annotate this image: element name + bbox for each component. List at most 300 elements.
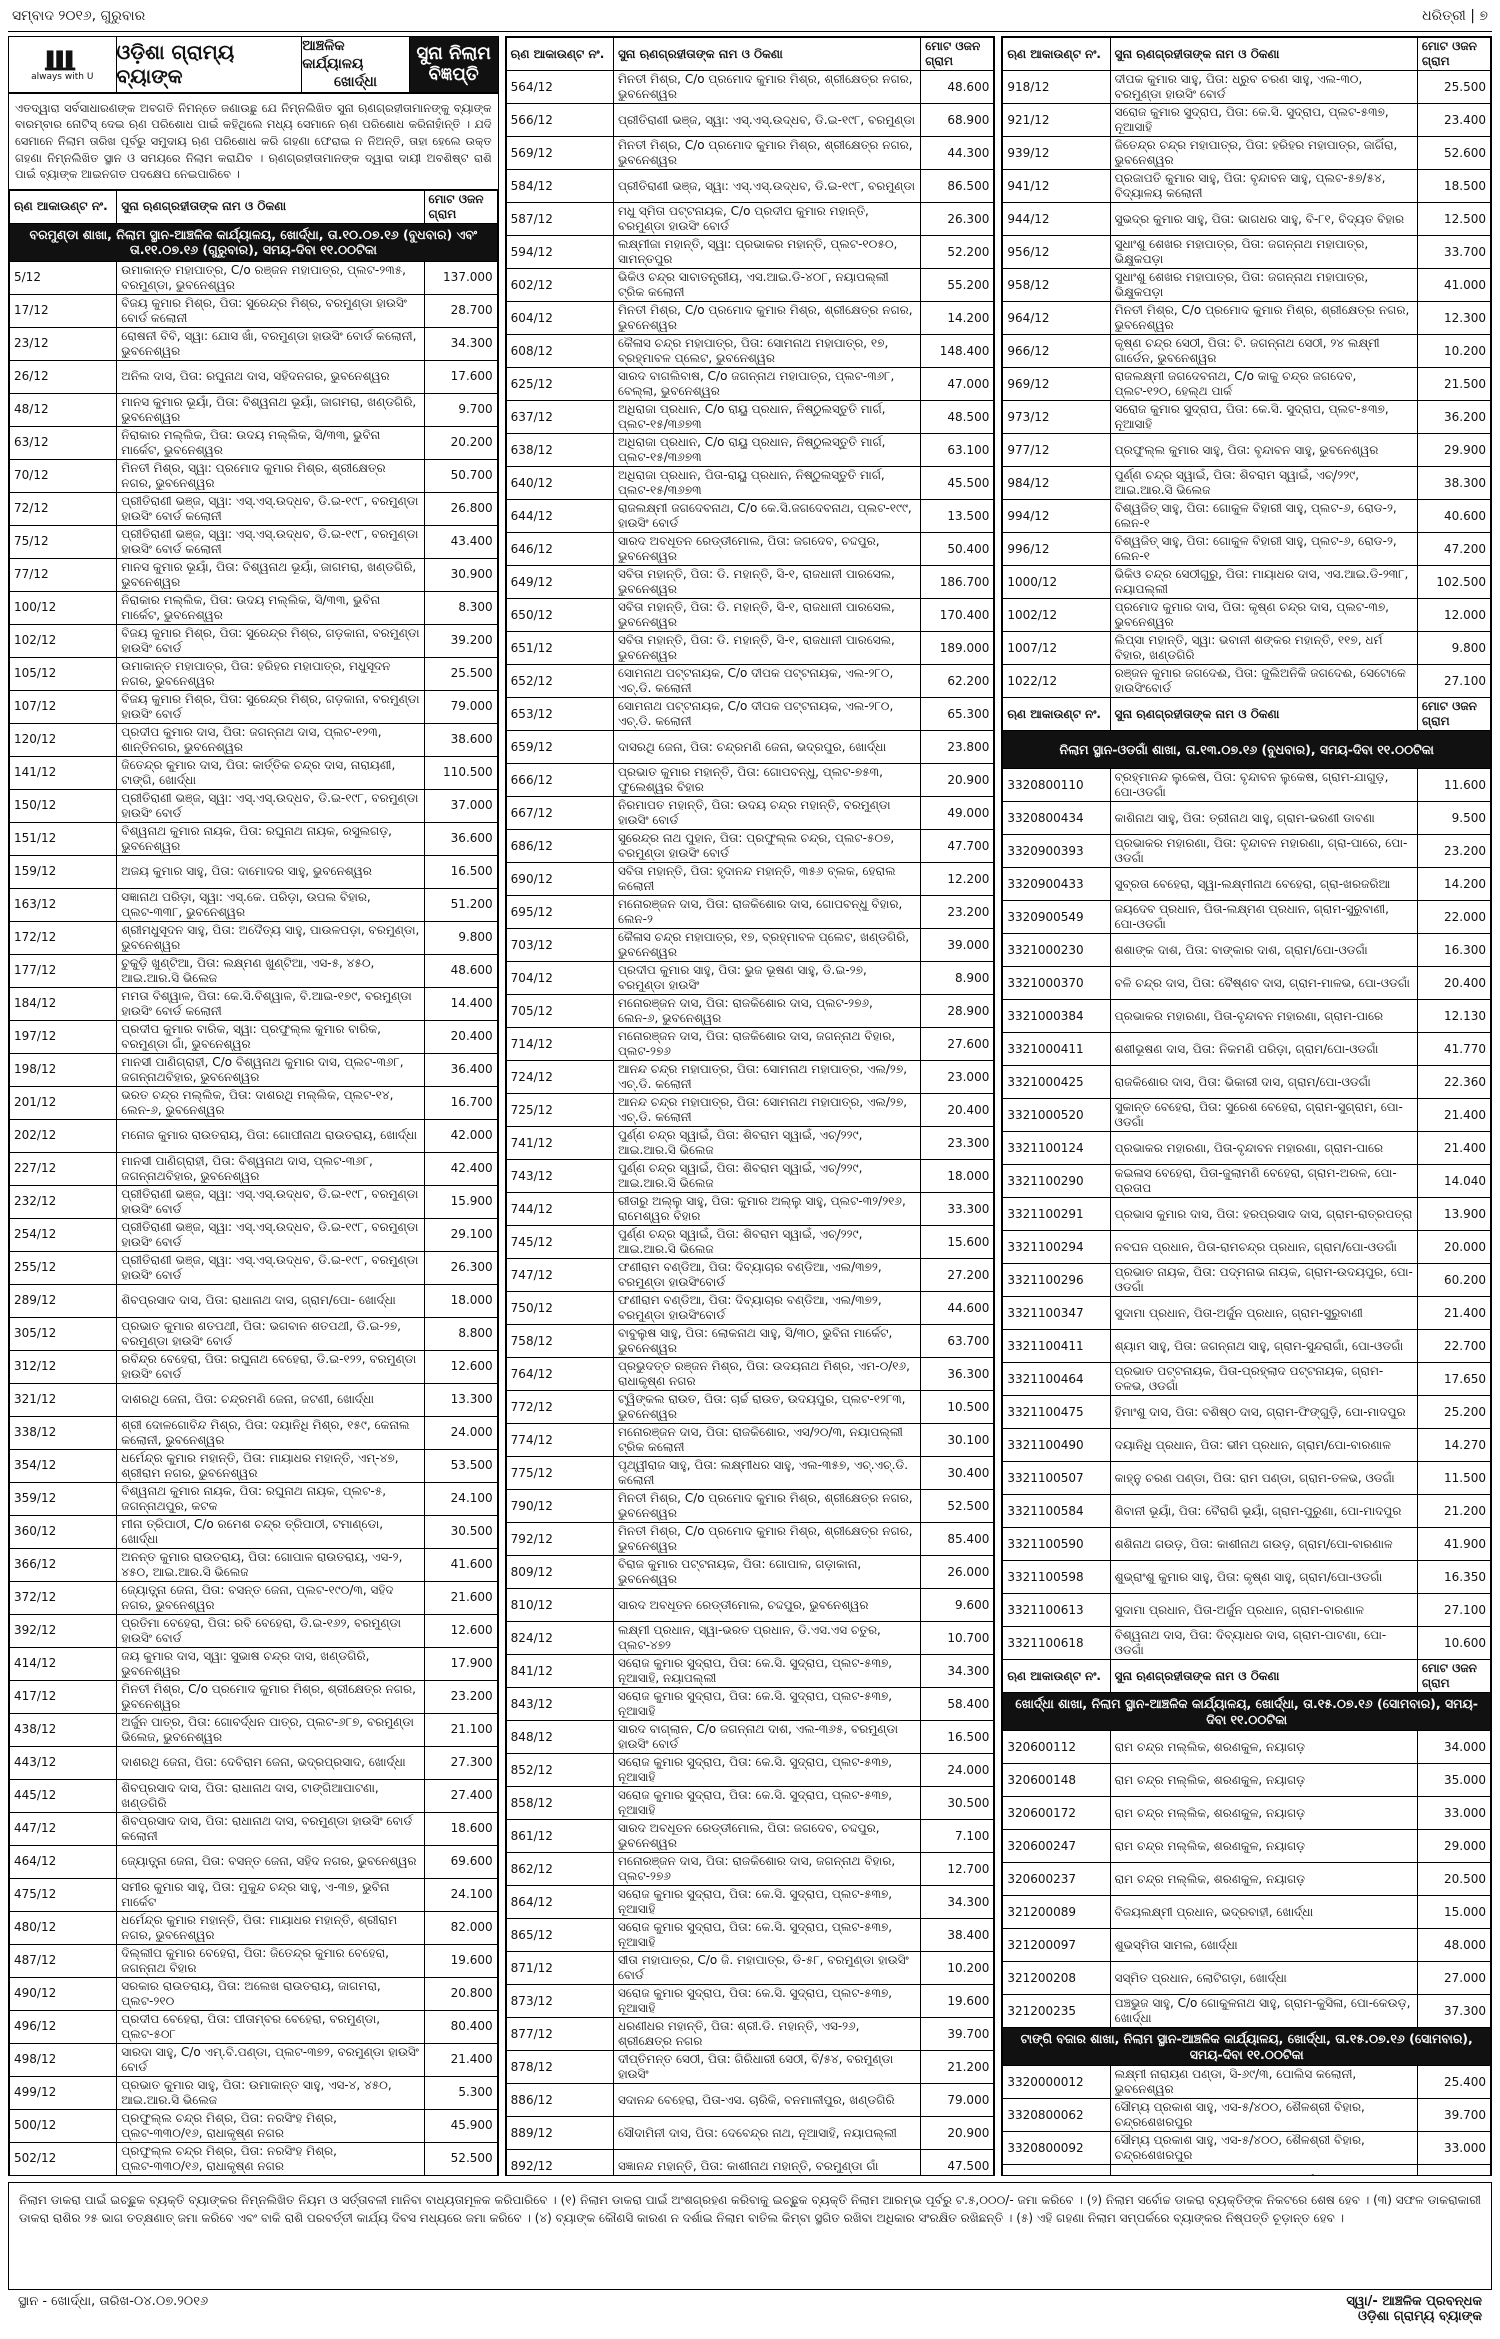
account-number: 321200208 [1003, 1962, 1110, 1995]
gold-weight: 14.400 [424, 987, 497, 1020]
gold-weight: 9.600 [921, 1589, 994, 1622]
borrower-name-address: ଆନନ୍ଦ ଚନ୍ଦ୍ର ମହାପାତ୍ର, ପିତା: ସୋମନାଥ ମହାପାତ୍ର, ଏଲ/୨୭, ଏଚ୍.ଡି. କଲୋନୀ [613, 1094, 920, 1127]
borrower-name-address: ରାଜଲକ୍ଷ୍ମୀ ଜଗଦେବନାଥ, C/o କାକୁ ଚନ୍ଦ୍ର ଜଗଦେବ, ପ୍ଲଟ-୧୨୦, ହେଲ୍ଥ ପାର୍କ [1110, 368, 1417, 401]
table-row [1003, 1561, 1491, 1594]
table-row [506, 1424, 994, 1457]
borrower-name-address: ମମତା ବିଶ୍ୱାଳ, ପିତା: କେ.ସି.ବିଶ୍ୱାଳ, ବି.ଆଇ-୧୭୯, ବରମୁଣ୍ଡା ହାଉସିଂ ବୋର୍ଡ କଲୋନୀ [117, 987, 424, 1020]
borrower-name-address: ପ୍ରଭାତ ନାୟକ, ପିତା: ପଦ୍ମନାଭ ନାୟକ, ଗ୍ରାମ-ଉଦୟପୁର, ପୋ-ଓଡଗାଁ [1110, 1264, 1417, 1297]
account-number: 758/12 [506, 1325, 613, 1358]
table-row [506, 467, 994, 500]
table-row [10, 657, 498, 690]
account-number: 644/12 [506, 500, 613, 533]
account-number: 3321100490 [1003, 1429, 1110, 1462]
table-row [10, 1185, 498, 1218]
borrower-name-address: ପ୍ରୀତିରାଣୀ ଭଞ୍ଜ, ସ୍ୱା: ଏସ୍.ଏସ୍.ଉଦ୍ଧବ, ଡି.ଇ-୧୯୮, ବରମୁଣ୍ଡା ହାଉସିଂ ବୋର୍ଡ [117, 1251, 424, 1284]
account-number: 725/12 [506, 1094, 613, 1127]
account-number: 360/12 [10, 1515, 117, 1548]
account-number: 305/12 [10, 1317, 117, 1350]
account-number: 745/12 [506, 1226, 613, 1259]
borrower-name-address: ରାମ ଚନ୍ଦ୍ର ମଲ୍ଲିକ, ଶରଣକୁଳ, ନୟାଗଡ଼ [1110, 1797, 1417, 1830]
gold-weight: 60.200 [1417, 1264, 1490, 1297]
gold-weight: 8.300 [424, 591, 497, 624]
borrower-name-address: ଜ୍ୟୋତ୍ସ୍ନା ଜେନା, ପିତା: ବସନ୍ତ ଜେନା, ପ୍ଲଟ-୧୯୦/୩, ସହିଦ ନଗର, ଭୁବନେଶ୍ୱର [117, 1581, 424, 1614]
table-row [10, 1977, 498, 2010]
account-number: 3321100590 [1003, 1528, 1110, 1561]
table-row [10, 987, 498, 1020]
page-number: ଧରିତ୍ରୀ | ୭ [1422, 8, 1488, 24]
account-number: 3321000384 [1003, 1000, 1110, 1033]
borrower-name-address: ଜ୍ୟୋତ୍ସ୍ନା ଜେନା, ପିତା: ବସନ୍ତ ଜେନା, ସହିଦ ନଗର, ଭୁବନେଶ୍ୱର [117, 1845, 424, 1878]
borrower-name-address: ବିଶ୍ୱଜିତ୍ ସାହୁ, ପିତା: ଗୋକୁଳ ବିହାରୀ ସାହୁ, ପ୍ଲଟ-୬, ରୋଡ-୨, ଲେନ-୧ [1110, 500, 1417, 533]
gold-weight: 35.000 [1417, 1764, 1490, 1797]
account-number: 714/12 [506, 1028, 613, 1061]
table-row [10, 1515, 498, 1548]
borrower-name-address: ସାରଦ ଅବଧୂତନ ରେଡ୍ଡୀମୋଲ, ଚଦ୍ଦପୁର, ଭୁବନେଶ୍ୱର [613, 1589, 920, 1622]
borrower-name-address: ରାଜକିଶୋର ଦାସ, ପିତା: ଭିକାରୀ ଦାସ, ଗ୍ରାମ/ପୋ-ଓଡଗାଁ [1110, 1066, 1417, 1099]
account-number: 977/12 [1003, 434, 1110, 467]
table-row [1003, 1363, 1491, 1396]
borrower-name-address: ନବଘନ ପ୍ରଧାନ, ପିତା-ରାମଚନ୍ଦ୍ର ପ୍ରଧାନ, ଗ୍ରାମ/ପୋ-ଓଡଗାଁ [1110, 1231, 1417, 1264]
borrower-name-address: ସାରଦ ବାଗ୍ଲାନ, C/o ଜଗନ୍ନାଥ ଦାଶ, ଏଲ-୩୬୫, ବରମୁଣ୍ଡା ହାଉସିଂ ବୋର୍ଡ [613, 1721, 920, 1754]
gold-weight: 50.400 [921, 533, 994, 566]
account-number: 464/12 [10, 1845, 117, 1878]
gold-weight: 14.200 [921, 302, 994, 335]
header-account: ଋଣ ଆକାଉଣ୍ଟ ନଂ. [1003, 1660, 1110, 1693]
borrower-name-address: ବିଜୟ କୁମାର ମିଶ୍ର, ପିତା: ସୁରେନ୍ଦ୍ର ମିଶ୍ର, ଗଡ଼କାନା, ବରମୁଣ୍ଡା ହାଉସିଂ ବୋର୍ଡ [117, 690, 424, 723]
borrower-name-address: ପ୍ରତିମା ବେହେରା, ପିତା: ରବି ବେହେରା, ଡି.ଇ-୧୬୨, ବରମୁଣ୍ଡା ହାଉସିଂ ବୋର୍ଡ [117, 1614, 424, 1647]
table-row [506, 104, 994, 137]
table-row [1003, 269, 1491, 302]
borrower-name-address: ବିଜୟ କୁମାର ମିଶ୍ର, ପିତା: ସୁରେନ୍ଦ୍ର ମିଶ୍ର, ବରମୁଣ୍ଡା ହାଉସିଂ ବୋର୍ଡ କଲୋନୀ [117, 294, 424, 327]
table-header [506, 38, 994, 71]
gold-weight: 23.400 [1417, 104, 1490, 137]
table-row [10, 1944, 498, 1977]
header-weight: ମୋଟ ଓଜନ ଗ୍ରାମ [1417, 698, 1490, 731]
place-date: ସ୍ଥାନ - ଖୋର୍ଦ୍ଧା, ତାରିଖ-୦୪.୦୭.୨୦୧୬ [18, 2294, 209, 2309]
table-row [1003, 1396, 1491, 1429]
borrower-name-address: ସବିତା ମହାନ୍ତି, ପିତା: ହୃଦାନନ୍ଦ ମହାନ୍ତି, ୩୫୬ ବ୍ଲକ, ହେରାଲ କଲୋନୀ [613, 863, 920, 896]
section-heading [1003, 1693, 1491, 1731]
account-number: 873/12 [506, 1985, 613, 2018]
account-number: 320600148 [1003, 1764, 1110, 1797]
section-heading [1003, 2028, 1491, 2066]
account-number: 102/12 [10, 624, 117, 657]
borrower-name-address: ସାରଦ ଅବଧୂତନ ରେଡ୍ଡୀମୋଲ, ପିତା: ଜଗଦେବ, ଚଦ୍ଦପୁର, ଭୁବନେଶ୍ୱର [613, 1820, 920, 1853]
account-number: 499/12 [10, 2076, 117, 2109]
borrower-name-address: ପଞ୍ଚଭୁଜ ସାହୁ, C/o ଗୋକୁଳନାଥ ସାହୁ, ଗ୍ରାମ-କୁସିଳା, ପୋ-କେଉଡ଼, ଖୋର୍ଦ୍ଧା [1110, 1995, 1417, 2028]
borrower-name-address: ପ୍ରଦୀପ ବେହେରା, ପିତା: ପୀତାମ୍ବର ବେହେରା, ବରମୁଣ୍ଡା, ପ୍ଲଟ-୫୦୮ [117, 2010, 424, 2043]
table-row [10, 954, 498, 987]
account-number: 810/12 [506, 1589, 613, 1622]
borrower-name-address: ସୁଧାଂଶୁ ଶେଖର ମହାପାତ୍ର, ପିତା: ଜଗନ୍ନାଥ ମହାପାତ୍ର, ଭିକ୍ଷୁକପଡ଼ା [1110, 236, 1417, 269]
table-header [1003, 38, 1491, 71]
account-number: 587/12 [506, 203, 613, 236]
table-row [1003, 934, 1491, 967]
table-row [1003, 401, 1491, 434]
gold-weight: 14.200 [1417, 868, 1490, 901]
table-row [10, 558, 498, 591]
account-number: 3320800092 [1003, 2132, 1110, 2165]
table-row [10, 1680, 498, 1713]
borrower-name-address: ଶଶିନାଥ ଗଉଡ଼, ପିତା: କାଶୀନାଥ ଗଉଡ଼, ଗ୍ରାମ/ପୋ-ବାରଣାଳ [1110, 1528, 1417, 1561]
table-row [1003, 170, 1491, 203]
account-number: 764/12 [506, 1358, 613, 1391]
borrower-name-address: ଦାଶରଥି ଜେନା, ପିତା: ଦେବିରାମ ଜେନା, ଭଦ୍ରପ୍ରସାଦ, ଖୋର୍ଦ୍ଧା [117, 1746, 424, 1779]
auction-table-3 [1002, 37, 1491, 2176]
borrower-name-address: ବାବୁଲୁଷ ସାହୁ, ପିତା: ଲୋକନାଥ ସାହୁ, ସି/୩୦, ଭୁବିନା ମାର୍କେଟ, ଭୁବନେଶ୍ୱର [613, 1325, 920, 1358]
account-number: 750/12 [506, 1292, 613, 1325]
table-row [506, 599, 994, 632]
borrower-name-address: ମିନତୀ ମିଶ୍ର, C/o ପ୍ରମୋଦ କୁମାର ମିଶ୍ର, ଶ୍ରୀକ୍ଷେତ୍ର ନଗର, ଭୁବନେଶ୍ୱର [613, 1490, 920, 1523]
section-odagaon: ନିଲାମ ସ୍ଥାନ-ଓଡଗାଁ ଶାଖା, ତା.୧୩.୦୭.୧୬ (ବୁଧବାର), ସମୟ-ଦିବା ୧୧.୦୦ଟିକା [1003, 731, 1491, 769]
column-1 [8, 36, 499, 2176]
account-number: 159/12 [10, 855, 117, 888]
account-number: 564/12 [506, 71, 613, 104]
table-row [506, 500, 994, 533]
table-row [1003, 1000, 1491, 1033]
account-number: 338/12 [10, 1416, 117, 1449]
gold-weight: 44.300 [921, 137, 994, 170]
borrower-name-address: ମିନତୀ ମିଶ୍ର, ସ୍ୱା: ପ୍ରମୋଦ କୁମାର ମିଶ୍ର, ଶ୍ରୀକ୍ଷେତ୍ର ନଗର, ଭୁବନେଶ୍ୱର [117, 459, 424, 492]
table-row [10, 723, 498, 756]
account-number: 984/12 [1003, 467, 1110, 500]
gold-weight: 27.400 [424, 1779, 497, 1812]
gold-weight: 34.000 [1417, 1731, 1490, 1764]
gold-weight: 18.000 [424, 1284, 497, 1317]
borrower-name-address: ପ୍ରୀତିରାଣୀ ଭଞ୍ଜ, ସ୍ୱା: ଏସ୍.ଏସ୍.ଉଦ୍ଧବ, ଡି.ଇ-୧୯୮, ବରମୁଣ୍ଡା [613, 104, 920, 137]
gold-weight: 11.600 [1417, 769, 1490, 802]
gold-weight: 10.700 [921, 1622, 994, 1655]
account-number: 490/12 [10, 1977, 117, 2010]
gold-weight: 24.000 [921, 1754, 994, 1787]
borrower-name-address: ପ୍ରଫୁଲ୍ଲ ଚନ୍ଦ୍ର ମିଶ୍ର, ପିତା: ନରସିଂହ ମିଶ୍ର, ପ୍ଲଟ-୩୩୦/୧୬, ରାଧାକୃଷ୍ଣ ନଗର [117, 2142, 424, 2175]
borrower-name-address: ଶ୍ୟାମ ସାହୁ, ପିତା: ଜଗନ୍ନାଥ ସାହୁ, ଗ୍ରାମ-ସୁନ୍ଦରାଗାଁ, ପୋ-ଓଡଗାଁ [1110, 1330, 1417, 1363]
table-row [1003, 1797, 1491, 1830]
table-row [506, 434, 994, 467]
table-row [1003, 302, 1491, 335]
gold-weight: 189.000 [921, 632, 994, 665]
table-row [1003, 1132, 1491, 1165]
table-row [10, 1911, 498, 1944]
account-number: 741/12 [506, 1127, 613, 1160]
borrower-name-address: ସୁବ୍ରତା ବେହେରା, ସ୍ୱା-ଲକ୍ଷ୍ମୀନାଥ ବେହେରା, ଗ୍ରା-ଖରଜରିଆ [1110, 868, 1417, 901]
gold-weight: 11.500 [1417, 1462, 1490, 1495]
gold-weight: 29.100 [424, 1218, 497, 1251]
borrower-name-address: ସାରଦା ସାହୁ, C/o ଏମ୍.ବି.ପଣ୍ଡା, ପ୍ଲଟ-୩୭୨, ବରମୁଣ୍ଡା ହାଉସିଂ ବୋର୍ଡ [117, 2043, 424, 2076]
borrower-name-address: ଶଶୀଭୂଷଣ ଦାସ, ପିତା: ନିକମଣି ପରିଡ଼ା, ଗ୍ରାମ/ପୋ-ଓଡଗାଁ [1110, 1033, 1417, 1066]
borrower-name-address: ସମୀର କୁମାର ସାହୁ, ପିତା: ମୁକୁନ୍ଦ ଚନ୍ଦ୍ର ସାହୁ, ଏ-୩୭, ଭୁବିନା ମାର୍କେଟ [117, 1878, 424, 1911]
account-number: 1007/12 [1003, 632, 1110, 665]
account-number: 3320900549 [1003, 901, 1110, 934]
borrower-name-address: ସରୋଜ କୁମାର ସୁଦ୍ରାପ, ପିତା: କେ.ସି. ସୁଦ୍ରାପ, ପ୍ଲଟ-୫୩୭, ନୂଆସାହି [613, 1886, 920, 1919]
account-number: 3320900393 [1003, 835, 1110, 868]
gold-weight: 5.300 [424, 2076, 497, 2109]
table-row [10, 2175, 498, 2176]
gold-weight: 10.500 [921, 1391, 994, 1424]
account-number: 848/12 [506, 1721, 613, 1754]
account-number: 163/12 [10, 888, 117, 921]
gold-weight: 39.700 [1417, 2099, 1490, 2132]
gold-weight: 12.300 [1417, 302, 1490, 335]
table-row [10, 459, 498, 492]
borrower-name-address: ସୁରେନ୍ଦ୍ର ନାଥ ପୁହାନ, ପିତା: ପ୍ରଫୁଲ୍ଲ ଚନ୍ଦ୍ର, ପ୍ଲଟ-୫୦୭, ବରମୁଣ୍ଡା ହାଉସିଂ ବୋର୍ଡ [613, 830, 920, 863]
account-number: 958/12 [1003, 269, 1110, 302]
table-row [506, 797, 994, 830]
table-row [10, 360, 498, 393]
gold-weight: 52.500 [424, 2142, 497, 2175]
gold-weight: 45.900 [424, 2109, 497, 2142]
account-number: 445/12 [10, 1779, 117, 1812]
borrower-name-address: ନିରାକାର ମଲ୍ଲିକ, ପିତା: ଉଦୟ ମଲ୍ଲିକ, ସି/୩୩, ଭୁବିନା ମାର୍କେଟ, ଭୁବନେଶ୍ୱର [117, 591, 424, 624]
account-number: 3320900433 [1003, 868, 1110, 901]
header-name: ସୁନା ଋଣଗ୍ରହୀତାଙ୍କ ନାମ ଓ ଠିକଣା [1110, 38, 1417, 71]
office-line-2: ଖୋର୍ଦ୍ଧା [333, 74, 377, 91]
borrower-name-address: ମିନତୀ ମିଶ୍ର, C/o ପ୍ରମୋଦ କୁମାର ମିଶ୍ର, ଶ୍ରୀକ୍ଷେତ୍ର ନଗର, ଭୁବନେଶ୍ୱର [613, 1523, 920, 1556]
gold-weight: 36.300 [921, 1358, 994, 1391]
account-number: 1002/12 [1003, 599, 1110, 632]
table-row [10, 888, 498, 921]
table-row [506, 1985, 994, 2018]
table-row [1003, 500, 1491, 533]
account-number [1003, 2165, 1110, 2177]
table-row [1003, 2165, 1491, 2177]
table-row [506, 1589, 994, 1622]
table-row [1003, 868, 1491, 901]
borrower-name-address: ଲକ୍ଷ୍ମୀ ନାରାୟଣ ପଣ୍ଡା, ସି-୬୯/୩, ପୋଲିସ କଲୋନୀ, ଭୁବନେଶ୍ୱର [1110, 2066, 1417, 2099]
gold-weight: 82.000 [424, 1911, 497, 1944]
borrower-name-address: ସରୋଜ କୁମାର ସୁଦ୍ରାପ, ପିତା: କେ.ସି. ସୁଦ୍ରାପ, ପ୍ଲଟ-୫୩୭, ନୂଆସାହି [613, 1754, 920, 1787]
account-number: 3321100411 [1003, 1330, 1110, 1363]
table-row [1003, 967, 1491, 1000]
borrower-name-address: ଶୁଭ୍ରାଂଶୁ କୁମାର ସାହୁ, ପିତା: କୃଷ୍ଣ ସାହୁ, ଗ୍ରାମ/ପୋ-ଓଡଗାଁ [1110, 1561, 1417, 1594]
table-row [10, 1812, 498, 1845]
account-number: 651/12 [506, 632, 613, 665]
gold-weight: 20.800 [424, 1977, 497, 2010]
gold-weight: 48.600 [424, 954, 497, 987]
table-row [10, 1053, 498, 1086]
gold-weight: 41.600 [424, 1548, 497, 1581]
gold-weight: 39.000 [921, 929, 994, 962]
table-row [506, 1127, 994, 1160]
borrower-name-address: ସବିତା ମହାନ୍ତି, ପିତା: ଡି. ମହାନ୍ତି, ସି-୧, ରାଜଧାନୀ ପାରସେଲ, ଭୁବନେଶ୍ୱର [613, 632, 920, 665]
gold-weight: 27.000 [1417, 1962, 1490, 1995]
borrower-name-address: କଇଳାସ ବେହେରା, ପିତା-ଜୁଲାମଣି ବେହେରା, ଗ୍ରାମ-ଅରଳ, ପୋ-ପ୍ରତାପ [1110, 1165, 1417, 1198]
section-tangi: ଟାଙ୍ଗି ବଜାର ଶାଖା, ନିଲାମ ସ୍ଥାନ-ଆଞ୍ଚଳିକ କାର୍ଯ୍ୟାଳୟ, ଖୋର୍ଦ୍ଧା, ତା.୧୫.୦୭.୧୬ (ସୋମବାର), ସମୟ-ଦିବା ୧୧.୦୦ଟିକା [1003, 2028, 1491, 2066]
borrower-name-address: ମିନତୀ ମିଶ୍ର, C/o ପ୍ରମୋଦ କୁମାର ମିଶ୍ର, ଶ୍ରୀକ୍ଷେତ୍ର ନଗର, ଭୁବନେଶ୍ୱର [613, 71, 920, 104]
borrower-name-address: ଜିତେନ୍ଦ୍ର କୁମାର ଦାସ, ପିତା: କାର୍ତ୍ତିକ ଚନ୍ଦ୍ର ଦାସ, ନାରାୟଣୀ, ଟାଙ୍ଗି, ଖୋର୍ଦ୍ଧା [117, 756, 424, 789]
table-row [1003, 335, 1491, 368]
borrower-name-address: ଭିକିଓ ଚନ୍ଦ୍ର ସାବାତନ୍ତ୍ରୀୟ, ଏସ.ଆଇ.ଡି-୪୦୮, ନୟାପଲ୍ଲୀ ଟ୍ରିକ କଲୋନୀ [613, 269, 920, 302]
table-row [10, 1878, 498, 1911]
account-number: 939/12 [1003, 137, 1110, 170]
account-number: 892/12 [506, 2150, 613, 2177]
table-row [10, 1746, 498, 1779]
gold-weight: 28.900 [921, 995, 994, 1028]
account-number: 72/12 [10, 492, 117, 525]
borrower-name-address: ପ୍ରଭାତ ପଟ୍ଟନାୟକ, ପିତା-ପ୍ରହ୍ଲାଦ ପଟ୍ଟନାୟକ, ଗ୍ରାମ-ତଳଭ, ଓଡଗାଁ [1110, 1363, 1417, 1396]
account-number: 637/12 [506, 401, 613, 434]
account-number: 321200089 [1003, 1896, 1110, 1929]
account-number: 841/12 [506, 1655, 613, 1688]
borrower-name-address: ଅଧିରାଜା ପ୍ରଧାନ, C/o ରାୟୁ ପ୍ରଧାନ, ନିଷ୍ଠୁଲସ୍ତୁତି ମାର୍ଗ, ପ୍ଲଟ-୧୫/୩୬୭୩ [613, 434, 920, 467]
gold-weight: 25.200 [1417, 1396, 1490, 1429]
gold-weight: 44.600 [921, 1292, 994, 1325]
gold-weight: 36.400 [424, 1053, 497, 1086]
table-row [506, 236, 994, 269]
gold-weight: 42.000 [424, 1119, 497, 1152]
gold-weight: 42.400 [424, 1152, 497, 1185]
borrower-name-address: ପୁର୍ଣ୍ଣ ଚନ୍ଦ୍ର ସ୍ୱାଇଁ, ପିତା: ଶିବରାମ ସ୍ୱାଇଁ, ଏଚ୍/୨୨୯, ଆଇ.ଆର.ସି ଭିଲେଜ [613, 1160, 920, 1193]
gold-weight: 62.200 [921, 665, 994, 698]
borrower-name-address: ସରୋଜ କୁମାର ସୁଦ୍ରାପ, ପିତା: କେ.ସି. ସୁଦ୍ରାପ, ପ୍ଲଟ-୫୩୭, ନୂଆସାହି [613, 1985, 920, 2018]
gold-weight: 52.500 [921, 1490, 994, 1523]
gold-weight: 30.500 [921, 1787, 994, 1820]
account-number: 649/12 [506, 566, 613, 599]
account-number: 3321100290 [1003, 1165, 1110, 1198]
gold-weight: 13.300 [424, 1383, 497, 1416]
gold-weight: 9.500 [1417, 802, 1490, 835]
table-row [506, 1160, 994, 1193]
borrower-name-address: ଦୀପକ କୁମାର ସାହୁ, ପିତା: ଧ୍ରୁବ ଚରଣ ସାହୁ, ଏଲ-୩୦, ବରମୁଣ୍ଡା ହାଉସିଂ ବୋର୍ଡ [1110, 71, 1417, 104]
account-number: 502/12 [10, 2142, 117, 2175]
table-row [506, 830, 994, 863]
gold-weight: 16.500 [921, 1721, 994, 1754]
table-header [1003, 698, 1491, 731]
account-number: 100/12 [10, 591, 117, 624]
borrower-name-address: କୈଳାସ ଚନ୍ଦ୍ର ମହାପାତ୍ର, ପିତା: ସୋମନାଥ ମହାପାତ୍ର, ୧୭, ବ୍ରହ୍ମାବଳ ପ୍ଲେଟ, ଭୁବନେଶ୍ୱର [613, 335, 920, 368]
account-number: 198/12 [10, 1053, 117, 1086]
borrower-name-address: ଦାସରଥି ଜେନା, ପିତା: ଚନ୍ଦ୍ରମଣି ଜେନା, ଭଦ୍ରପୁର, ଖୋର୍ଦ୍ଧା [613, 731, 920, 764]
gold-weight: 9.800 [1417, 632, 1490, 665]
signature-block [1346, 2294, 1482, 2330]
gold-weight: 27.300 [424, 1746, 497, 1779]
table-row [10, 2109, 498, 2142]
table-row [506, 1655, 994, 1688]
account-number: 690/12 [506, 863, 613, 896]
gold-weight: 23.800 [921, 731, 994, 764]
borrower-name-address: ଦୀପ୍ତିମନ୍ତ ସେଠୀ, ପିତା: ଗିରିଧାରୀ ସେଠୀ, ବି/୫୪, ବରମୁଣ୍ଡା ହାଉସିଂ [613, 2051, 920, 2084]
gold-weight: 23.000 [921, 1061, 994, 1094]
account-number: 775/12 [506, 1457, 613, 1490]
borrower-name-address: ଜିତେନ୍ଦ୍ର ଚନ୍ଦ୍ର ମହାପାତ୍ର, ପିତା: ହରିହର ମହାପାତ୍ର, ଜାଗିଁରା, ଭୁବନେଶ୍ୱର [1110, 137, 1417, 170]
account-number: 886/12 [506, 2084, 613, 2117]
table-row [10, 492, 498, 525]
account-number: 1000/12 [1003, 566, 1110, 599]
account-number: 77/12 [10, 558, 117, 591]
gold-weight: 43.400 [424, 525, 497, 558]
bank-logo [9, 37, 117, 92]
account-number: 172/12 [10, 921, 117, 954]
table-row [10, 426, 498, 459]
intro-paragraph: ଏତଦ୍ୱାରା ସର୍ବସାଧାରଣଙ୍କ ଅବଗତି ନିମନ୍ତେ ଜଣାଉଛୁ ଯେ ନିମ୍ନଲିଖିତ ସୁନା ଋଣଗ୍ରହୀତାମାନଙ୍କୁ ବ୍ୟାଙ୍କ ବାରମ୍ବାର ନୋଟିସ୍ ଦେଇ ଋଣ ପରିଶୋଧ ପାଇଁ କହିଥିଲେ ମଧ୍ୟ ସେମାନେ ଋଣ ପରିଶୋଧ କରିନାହାଁନ୍ତି । ଯଦି ସେମାନେ ନିଲାମ ତାରିଖ ପୂର୍ବରୁ ସମୁଦାୟ ଋଣ ପରିଶୋଧ କରି ଗହଣା ଫେରାଇ ନ ନିଅନ୍ତି, ତାହା ହେଲେ ଉକ୍ତ ଗହଣା ନିମ୍ନଲିଖିତ ସ୍ଥାନ ଓ ସମୟରେ ନିଲାମ କରାଯିବ । ଋଣଗ୍ରହୀତାମାନଙ୍କ ଦ୍ୱାରା ଦାୟୀ ଅବଶିଷ୍ଟ ରାଶି ପାଇଁ ବ୍ୟାଙ୍କ ଆଇନଗତ ପଦକ୍ଷେପ ନେଇପାରିବେ । [9, 94, 498, 190]
table-row [10, 690, 498, 723]
account-number: 3321100584 [1003, 1495, 1110, 1528]
gold-weight: 27.100 [1417, 665, 1490, 698]
table-row [10, 1449, 498, 1482]
borrower-name-address: ମାନସ କୁମାର ଭୂୟାଁ, ପିତା: ବିଶ୍ୱନାଥ ଭୂୟାଁ, ଜାଗମରା, ଖଣ୍ଡଗିରି, ଭୁବନେଶ୍ୱର [117, 558, 424, 591]
borrower-name-address: ବିଶ୍ୱନାଥ ଦାସ, ପିତା: ଦିବ୍ୟାଧର ଦାସ, ଗ୍ରାମ-ପାଟଣା, ପୋ-ଓଡଗାଁ [1110, 1627, 1417, 1660]
account-number: 790/12 [506, 1490, 613, 1523]
borrower-name-address: ବିଜୟଲକ୍ଷ୍ମୀ ପ୍ରଧାନ, ଭଦ୍ରବାହୀ, ଖୋର୍ଦ୍ଧା [1110, 1896, 1417, 1929]
account-number: 877/12 [506, 2018, 613, 2051]
table-row [506, 1556, 994, 1589]
gold-weight: 12.500 [1417, 203, 1490, 236]
borrower-name-address: ଦିଲ୍ଲୀପ କୁମାର ବେହେରା, ପିତା: ଜିତେନ୍ଦ୍ର କୁମାର ବେହେରା, ଜଗନ୍ନାଥ ବିହାର [117, 1944, 424, 1977]
gold-weight: 30.500 [424, 1515, 497, 1548]
borrower-name-address: ଅନିଲ ଦାସ, ପିତା: ରଘୁନାଥ ଦାସ, ସହିଦନଗର, ଭୁବନେଶ୍ୱର [117, 360, 424, 393]
borrower-name-address: ଉମାକାନ୍ତ ମହାପାତ୍ର, ପିତା: ହରିହର ମହାପାତ୍ର, ମଧୁସୂଦନ ନଗର, ଭୁବନେଶ୍ୱର [117, 657, 424, 690]
gold-weight: 22.700 [1417, 1330, 1490, 1363]
gold-weight: 45.500 [921, 467, 994, 500]
gold-weight: 15.000 [1417, 1896, 1490, 1929]
borrower-name-address: ପ୍ରଜାପତି କୁମାର ସାହୁ, ପିତା: ବୃନ୍ଦାବନ ସାହୁ, ପ୍ଲଟ-୫୭/୫୪, ବିଦ୍ୟାଳୟ କଲୋନୀ [1110, 170, 1417, 203]
account-number: 417/12 [10, 1680, 117, 1713]
account-number: 3321100618 [1003, 1627, 1110, 1660]
table-row [506, 1358, 994, 1391]
borrower-name-address: ସଦାନନ୍ଦ ବେହେରା, ପିତା-ଏସ. ଚାରିକି, ବନମାଳୀପୁର, ଖଣ୍ଡଗିରି [613, 2084, 920, 2117]
gold-weight: 41.000 [1417, 269, 1490, 302]
gold-weight: 21.200 [921, 2051, 994, 2084]
section-khordha: ଖୋର୍ଦ୍ଧା ଶାଖା, ନିଲାମ ସ୍ଥାନ-ଆଞ୍ଚଳିକ କାର୍ଯ୍ୟାଳୟ, ଖୋର୍ଦ୍ଧା, ତା.୧୫.୦୭.୧୬ (ସୋମବାର), ସମୟ-ଦିବା ୧୧.୦୦ଟିକା [1003, 1693, 1491, 1731]
table-row [10, 1350, 498, 1383]
table-row [1003, 1962, 1491, 1995]
header-weight: ମୋଟ ଓଜନ ଗ୍ରାମ [921, 38, 994, 71]
table-row [506, 1787, 994, 1820]
account-number: 3321100613 [1003, 1594, 1110, 1627]
account-number: 608/12 [506, 335, 613, 368]
table-row [10, 1383, 498, 1416]
account-number: 475/12 [10, 1878, 117, 1911]
borrower-name-address: କାହ୍ନୁ ଚରଣ ପଣ୍ଡା, ପିତା: ରାମ ପଣ୍ଡା, ଗ୍ରାମ-ତଳଭ, ଓଡଗାଁ [1110, 1462, 1417, 1495]
gold-weight: 23.300 [921, 1127, 994, 1160]
account-number: 498/12 [10, 2043, 117, 2076]
gold-weight: 148.400 [921, 335, 994, 368]
gold-weight: 12.130 [1417, 1000, 1490, 1033]
account-number: 944/12 [1003, 203, 1110, 236]
account-number: 861/12 [506, 1820, 613, 1853]
gold-weight: 26.300 [921, 203, 994, 236]
borrower-name-address: ପୁର୍ଣ୍ଣ ଚନ୍ଦ୍ର ସ୍ୱାଇଁ, ପିତା: ଶିବରାମ ସ୍ୱାଇଁ, ଏଚ୍/୨୨୯, ଆଇ.ଆର.ସି ଭିଲେଜ [613, 1127, 920, 1160]
borrower-name-address: ଶ୍ରୀ ଦୋଳଗୋବିନ୍ଦ ମିଶ୍ର, ପିତା: ଦୟାନିଧି ମିଶ୍ର, ୧୫୯, କେନାଲ କଲୋନୀ, ଭୁବନେଶ୍ୱର [117, 1416, 424, 1449]
borrower-name-address: ମନୋରଞ୍ଜନ ଦାସ, ପିତା: ରାଜକିଶୋର, ଏସ/୨୦/୩, ନୟାପଲ୍ଲୀ ଟ୍ରିକ କଲୋନୀ [613, 1424, 920, 1457]
table-row [1003, 566, 1491, 599]
account-number: 312/12 [10, 1350, 117, 1383]
table-row [10, 2076, 498, 2109]
borrower-name-address: ଫଣୀରାମ ବଣ୍ଡିଆ, ପିତା: ଦିବ୍ୟାଚାର ବଣ୍ଡିଆ, ଏଲ/୩୭୨, ବରମୁଣ୍ଡା ହାଉସିଂବୋର୍ଡ [613, 1259, 920, 1292]
borrower-name-address: ଧର୍ମେନ୍ଦ୍ର କୁମାର ମହାନ୍ତି, ପିତା: ମାୟାଧର ମହାନ୍ତି, ଶ୍ରୀରାମ ନଗର, ଭୁବନେଶ୍ୱର [117, 1911, 424, 1944]
table-row [1003, 467, 1491, 500]
notice-title: ସୁନା ନିଲାମ ବିଜ୍ଞପ୍ତି [410, 37, 498, 92]
account-number: 792/12 [506, 1523, 613, 1556]
table-row [1003, 1929, 1491, 1962]
borrower-name-address: ପୁର୍ଣ୍ଣ ଚନ୍ଦ୍ର ସ୍ୱାଇଁ, ପିତା: ଶିବରାମ ସ୍ୱାଇଁ, ଏଚ୍/୨୨୯, ଆଇ.ଆର.ସି ଭିଲେଜ [1110, 467, 1417, 500]
account-number: 569/12 [506, 137, 613, 170]
borrower-name-address: ରାଜଲକ୍ଷ୍ମୀ ଜଗଦେବନାଥ, C/o କେ.ସି.ଜଗଦେବନାଥ, ପ୍ଲଟ-୧୯୯, ହାଉସିଂ ବୋର୍ଡ [613, 500, 920, 533]
table-row [506, 1919, 994, 1952]
table-row [506, 896, 994, 929]
running-header [8, 6, 1492, 32]
borrower-name-address: ବିଶ୍ୱନାଥ କୁମାର ନାୟକ, ପିତା: ରଘୁନାଥ ନାୟକ, ରସୁଲଗଡ଼, ଭୁବନେଶ୍ୱର [117, 822, 424, 855]
gold-weight: 36.600 [424, 822, 497, 855]
account-number: 3320800434 [1003, 802, 1110, 835]
gold-weight: 28.700 [424, 294, 497, 327]
section-barmunda: ବରମୁଣ୍ଡା ଶାଖା, ନିଲାମ ସ୍ଥାନ-ଆଞ୍ଚଳିକ କାର୍ଯ୍ୟାଳୟ, ଖୋର୍ଦ୍ଧା, ତା.୧୦.୦୭.୧୬ (ବୁଧବାର) ଏବଂ ତା.୧୧.୦୭.୧୬ (ଗୁରୁବାର), ସମୟ-ଦିବା ୧୧.୦୦ଟିକା [10, 223, 498, 261]
account-number: 17/12 [10, 294, 117, 327]
gold-weight: 21.500 [1417, 368, 1490, 401]
account-number: 255/12 [10, 1251, 117, 1284]
gold-weight: 10.200 [1417, 335, 1490, 368]
table-row [1003, 1995, 1491, 2028]
